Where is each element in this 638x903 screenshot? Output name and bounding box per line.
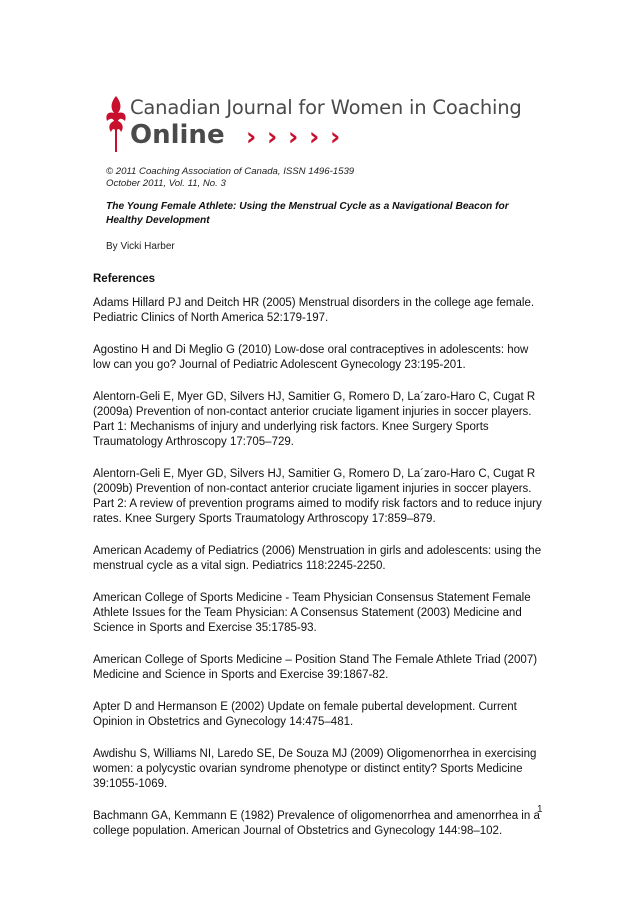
issue-line: October 2011, Vol. 11, No. 3 bbox=[106, 178, 226, 189]
journal-title: Canadian Journal for Women in Coaching bbox=[130, 96, 522, 119]
maple-leaf-icon bbox=[102, 94, 128, 154]
reference-entry: Apter D and Hermanson E (2002) Update on female pubertal development. Current Opinion in Obstetrics and Gynecology 14:475–481. bbox=[93, 701, 517, 728]
reference-entry: Alentorn-Geli E, Myer GD, Silvers HJ, Samitier G, Romero D, La´zaro-Haro C, Cugat R (2009a) Prevention of non-contact anterior cruciate ligament injuries in soccer players. Part 1: Mechanisms of injury and underlying risk factors. Knee Surgery Sports Traumatology Arthroscopy 17:705–729. bbox=[93, 391, 536, 448]
article-title: The Young Female Athlete: Using the Menstrual Cycle as a Navigational Beacon for Healthy Development bbox=[106, 201, 509, 226]
references-section bbox=[93, 272, 548, 856]
reference-entry: Awdishu S, Williams NI, Laredo SE, De Souza MJ (2009) Oligomenorrhea in exercising women: a polycystic ovarian syndrome phenotype or distinct entity? Sports Medicine 39:1055-1069. bbox=[93, 748, 537, 790]
reference-entry: American Academy of Pediatrics (2006) Menstruation in girls and adolescents: using the menstrual cycle as a vital sign. Pediatrics 118:2245-2250. bbox=[93, 545, 542, 572]
page-number: 1 bbox=[537, 804, 543, 815]
reference-entry: Agostino H and Di Meglio G (2010) Low-dose oral contraceptives in adolescents: how low can you go? Journal of Pediatric Adolescent Gynecology 23:195-201. bbox=[93, 344, 529, 371]
copyright-line: © 2011 Coaching Association of Canada, ISSN 1496-1539 bbox=[106, 166, 355, 177]
chevrons-decoration: › › › › › bbox=[246, 122, 342, 151]
byline: By Vicki Harber bbox=[106, 241, 175, 252]
reference-entry: Alentorn-Geli E, Myer GD, Silvers HJ, Samitier G, Romero D, La´zaro-Haro C, Cugat R (2009b) Prevention of non-contact anterior cruciate ligament injuries in soccer players. Part 2: A review of prevention programs aimed to modify risk factors and to reduce injury rates. Knee Surgery Sports Traumatology Arthroscopy 17:859–879. bbox=[93, 468, 542, 525]
reference-entry: American College of Sports Medicine – Position Stand The Female Athlete Triad (2007) Medicine and Science in Sports and Exercise 39:1867-82. bbox=[93, 654, 538, 681]
online-wordmark: Online bbox=[130, 120, 225, 150]
journal-header bbox=[100, 92, 560, 252]
journal-logo bbox=[100, 92, 560, 154]
reference-entry: Adams Hillard PJ and Deitch HR (2005) Menstrual disorders in the college age female. Pediatric Clinics of North America 52:179-197. bbox=[93, 297, 535, 324]
references-heading: References bbox=[93, 273, 156, 285]
reference-entry: Bachmann GA, Kemmann E (1982) Prevalence of oligomenorrhea and amenorrhea in a college population. American Journal of Obstetrics and Gynecology 144:98–102. bbox=[93, 810, 540, 837]
reference-entry: American College of Sports Medicine - Team Physician Consensus Statement Female Athlete Issues for the Team Physician: A Consensus Statement (2003) Medicine and Science in Sports and Exercise 35:1785-93. bbox=[93, 592, 531, 634]
